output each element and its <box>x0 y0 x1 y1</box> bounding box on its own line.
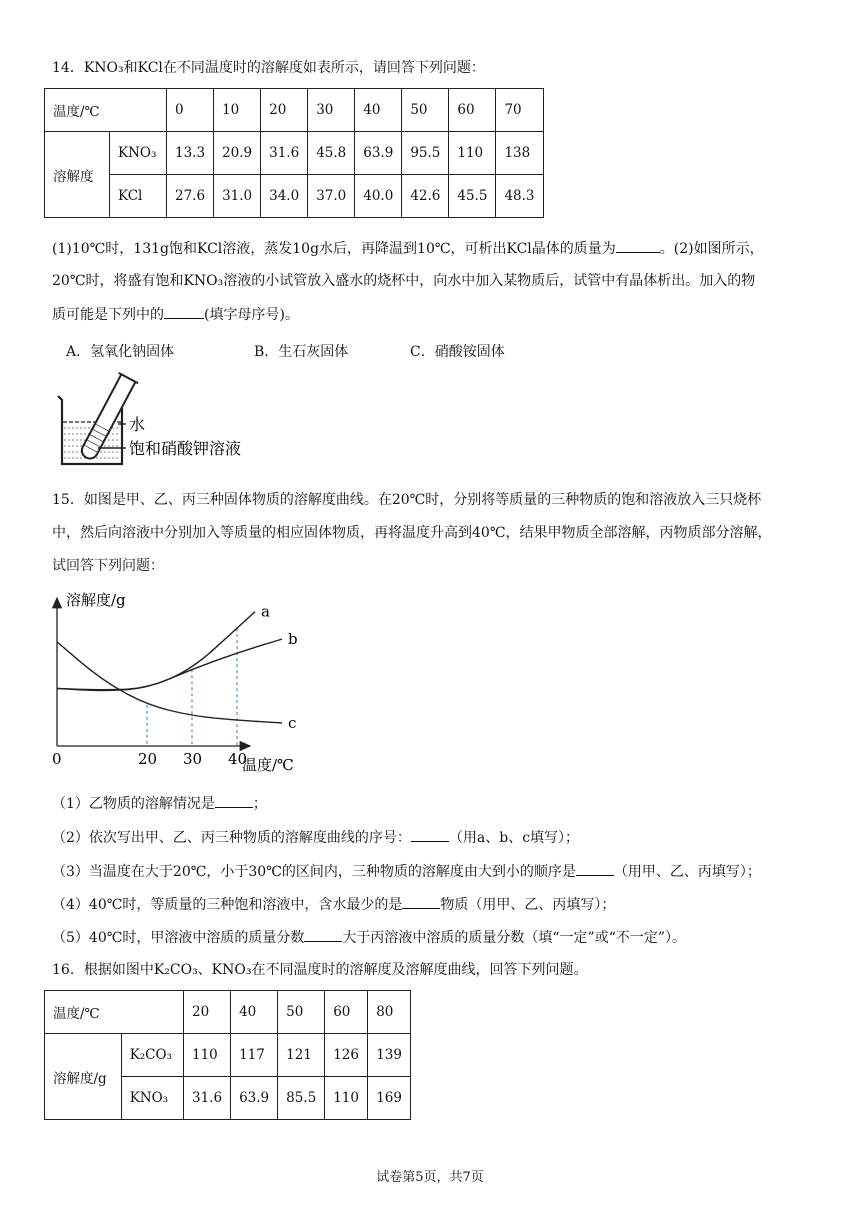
q14-paragraph-line3 <box>52 304 299 325</box>
solubility-cell: 85.5 <box>278 1077 325 1120</box>
table-header-row <box>45 89 544 132</box>
beaker-figure <box>50 370 280 470</box>
q15-sub2 <box>52 827 579 848</box>
solubility-label: 溶解度 <box>45 132 110 218</box>
answer-blank[interactable] <box>616 238 660 253</box>
q14-text: (填字母序号)。 <box>204 307 299 323</box>
q14-text: 质可能是下列中的 <box>52 307 164 323</box>
substance-name: KNO₃ <box>110 132 167 175</box>
solubility-cell: 37.0 <box>308 175 355 218</box>
q15-text: （用a、b、c填写）； <box>448 830 580 846</box>
x-tick-label: 20 <box>138 750 158 768</box>
solubility-cell: 40.0 <box>355 175 402 218</box>
series-label-a: a <box>261 602 270 621</box>
temp-header: 温度/℃ <box>45 991 184 1034</box>
series-label-c: c <box>288 713 297 732</box>
solubility-table-q14 <box>44 88 544 218</box>
substance-name: KNO₃ <box>121 1077 183 1120</box>
q14-paragraph-line1 <box>52 238 764 259</box>
solubility-chart <box>40 586 330 780</box>
q15-text: （4）40℃时，等质量的三种饱和溶液中，含水最少的是 <box>52 897 403 913</box>
answer-blank[interactable] <box>576 861 614 876</box>
series-line-a <box>57 612 255 691</box>
solubility-cell: 63.9 <box>231 1077 278 1120</box>
answer-blank[interactable] <box>304 927 342 942</box>
temp-cell: 20 <box>261 89 308 132</box>
q14-paragraph-line2: 20℃时，将盛有饱和KNO₃溶液的小试管放入盛水的烧杯中，向水中加入某物质后，试管中有晶体析出。加入的物 <box>52 273 756 289</box>
temp-header: 温度/℃ <box>45 89 167 132</box>
solubility-cell: 110 <box>184 1034 231 1077</box>
table-row <box>45 175 544 218</box>
answer-blank[interactable] <box>215 793 253 808</box>
option-c: C．硝酸铵固体 <box>410 344 505 360</box>
series-line-c <box>57 642 282 723</box>
solubility-cell: 110 <box>325 1077 368 1120</box>
solubility-cell: 13.3 <box>167 132 214 175</box>
q15-sub1 <box>52 793 267 814</box>
solubility-cell: 27.6 <box>167 175 214 218</box>
x-tick-label: 30 <box>183 750 203 768</box>
option-a: A．氢氧化钠固体 <box>66 344 175 360</box>
solubility-cell: 110 <box>449 132 496 175</box>
y-axis-label: 溶解度/g <box>66 591 126 609</box>
solubility-table-q16 <box>44 990 411 1120</box>
label-water: 水 <box>129 415 146 434</box>
origin-label: 0 <box>52 750 62 768</box>
solubility-cell: 34.0 <box>261 175 308 218</box>
q14-text: 。(2)如图所示， <box>659 241 764 257</box>
temp-cell: 40 <box>355 89 402 132</box>
solubility-cell: 138 <box>496 132 543 175</box>
q15-text: （2）依次写出甲、乙、丙三种物质的溶解度曲线的序号： <box>52 830 411 846</box>
answer-blank[interactable] <box>402 894 440 909</box>
q15-text: （5）40℃时，甲溶液中溶质的质量分数 <box>52 930 305 946</box>
solubility-cell: 169 <box>368 1077 411 1120</box>
q15-text: （1）乙物质的溶解情况是 <box>52 796 215 812</box>
solubility-cell: 45.8 <box>308 132 355 175</box>
answer-blank[interactable] <box>164 304 204 319</box>
temp-cell: 50 <box>402 89 449 132</box>
substance-name: K₂CO₃ <box>121 1034 183 1077</box>
q14-text: (1)10℃时，131g饱和KCl溶液，蒸发10g水后，再降温到10℃，可析出KCl晶体的质量为 <box>52 241 616 257</box>
q15-line1: 15．如图是甲、乙、丙三种固体物质的溶解度曲线。在20℃时，分别将等质量的三种物质的饱和溶液放入三只烧杯 <box>52 492 762 508</box>
option-b: B．生石灰固体 <box>254 344 349 360</box>
solubility-cell: 63.9 <box>355 132 402 175</box>
solubility-cell: 48.3 <box>496 175 543 218</box>
answer-blank[interactable] <box>411 827 449 842</box>
q15-sub5 <box>52 927 686 948</box>
solubility-cell: 20.9 <box>214 132 261 175</box>
temp-cell: 0 <box>167 89 214 132</box>
q15-line2: 中，然后向溶液中分别加入等质量的相应固体物质，再将温度升高到40℃，结果甲物质全部溶解，丙物质部分溶解， <box>52 525 772 541</box>
table-header-row <box>45 991 411 1034</box>
solubility-cell: 42.6 <box>402 175 449 218</box>
page-footer: 试卷第5页，共7页 <box>376 1170 484 1185</box>
temp-cell: 40 <box>231 991 278 1034</box>
q15-sub3 <box>52 861 761 882</box>
solubility-label: 溶解度/g <box>45 1034 122 1120</box>
q15-text: ； <box>252 796 267 812</box>
table-row <box>45 132 544 175</box>
temp-cell: 30 <box>308 89 355 132</box>
q15-text: （用甲、乙、丙填写）； <box>613 864 761 880</box>
solubility-cell: 95.5 <box>402 132 449 175</box>
q15-text: 物质（用甲、乙、丙填写）； <box>440 897 616 913</box>
temp-cell: 60 <box>325 991 368 1034</box>
q14-title: 14．KNO₃和KCl在不同温度时的溶解度如表所示，请回答下列问题： <box>52 60 485 76</box>
solubility-cell: 121 <box>278 1034 325 1077</box>
solubility-cell: 139 <box>368 1034 411 1077</box>
temp-cell: 60 <box>449 89 496 132</box>
q15-sub4 <box>52 894 615 915</box>
table-row <box>45 1034 411 1077</box>
temp-cell: 80 <box>368 991 411 1034</box>
solubility-cell: 31.6 <box>184 1077 231 1120</box>
x-axis-label: 温度/℃ <box>242 756 294 774</box>
solubility-cell: 31.0 <box>214 175 261 218</box>
series-label-b: b <box>288 630 298 649</box>
solubility-cell: 45.5 <box>449 175 496 218</box>
q15-text: （3）当温度在大于20℃，小于30℃的区间内，三种物质的溶解度由大到小的顺序是 <box>52 864 576 880</box>
q16-title: 16．根据如图中K₂CO₃、KNO₃在不同温度时的溶解度及溶解度曲线，回答下列问题。 <box>52 962 588 978</box>
temp-cell: 70 <box>496 89 543 132</box>
temp-cell: 50 <box>278 991 325 1034</box>
x-tick-label: 40 <box>228 750 248 768</box>
substance-name: KCl <box>110 175 167 218</box>
series-line-b <box>57 639 282 690</box>
temp-cell: 20 <box>184 991 231 1034</box>
q15-line3: 试回答下列问题： <box>52 558 164 574</box>
solubility-cell: 31.6 <box>261 132 308 175</box>
solubility-cell: 126 <box>325 1034 368 1077</box>
label-saturated-solution: 饱和硝酸钾溶液 <box>129 439 242 458</box>
temp-cell: 10 <box>214 89 261 132</box>
solubility-cell: 117 <box>231 1034 278 1077</box>
q15-text: 大于丙溶液中溶质的质量分数（填“一定”或“不一定”）。 <box>342 930 687 946</box>
